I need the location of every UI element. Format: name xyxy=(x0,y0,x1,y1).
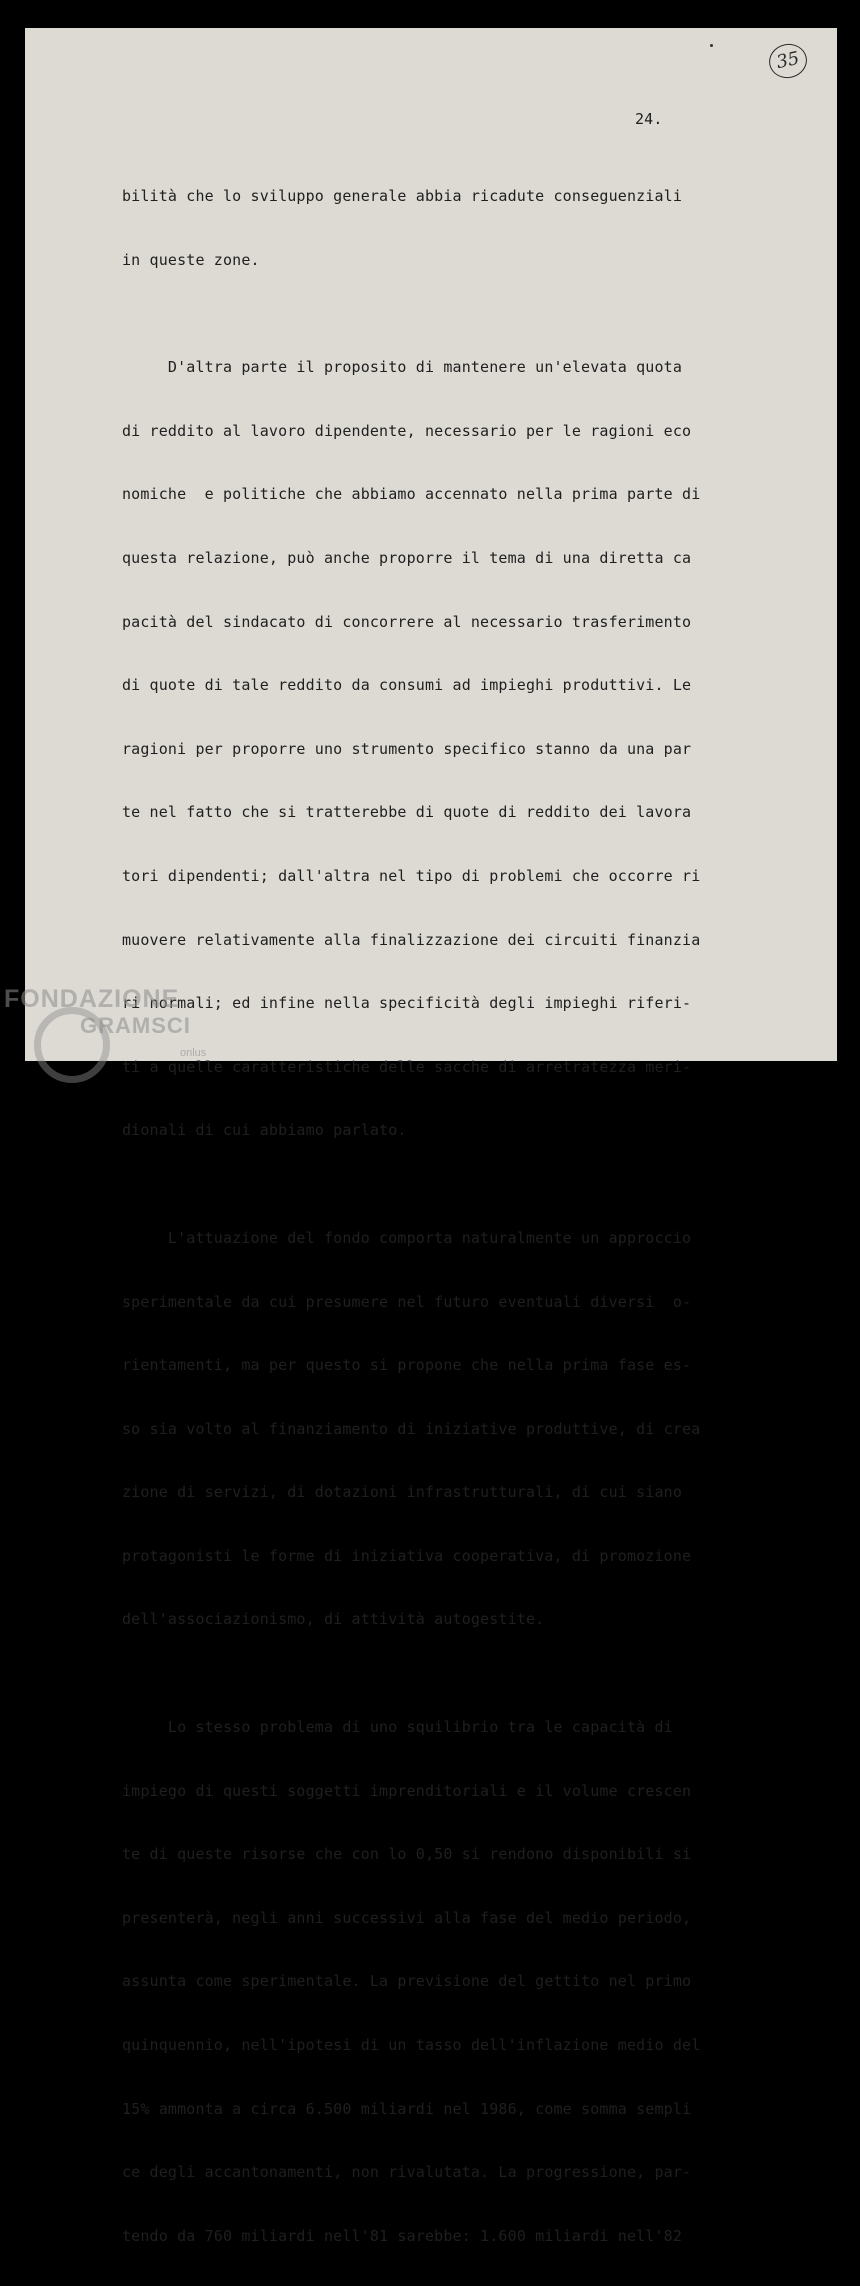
text-line: impiego di questi soggetti imprenditoriali e il volume crescen xyxy=(122,1781,692,1800)
text-line: ragioni per proporre uno strumento specifico stanno da una par xyxy=(122,739,692,758)
text-line: di reddito al lavoro dipendente, necessario per le ragioni eco xyxy=(122,421,692,440)
text-line: assunta come sperimentale. La previsione del gettito nel primo xyxy=(122,1972,692,1991)
paragraph-gap xyxy=(122,310,700,318)
text-line: quinquennio, nell'ipotesi di un tasso dell'inflazione medio del xyxy=(122,2036,701,2055)
text-line: rientamenti, ma per questo si propone che nella prima fase es- xyxy=(122,1356,692,1375)
text-line: dionali di cui abbiamo parlato. xyxy=(122,1121,407,1140)
page-number: 24. xyxy=(635,110,663,128)
text-line: protagonisti le forme di iniziativa cooperativa, di promozione xyxy=(122,1546,692,1565)
text-line: L'attuazione del fondo comporta naturalmente un approccio xyxy=(122,1228,692,1247)
text-line: questa relazione, può anche proporre il tema di una diretta ca xyxy=(122,548,692,567)
text-line: di quote di tale reddito da consumi ad impieghi produttivi. Le xyxy=(122,676,692,695)
document-page xyxy=(25,28,837,2245)
archive-page-mark: 35 xyxy=(766,40,810,81)
watermark-suffix: onlus xyxy=(180,1047,207,1059)
ink-dot xyxy=(710,44,713,47)
paragraph-gap xyxy=(122,1181,700,1189)
text-line: tendo da 760 miliardi nell'81 sarebbe: 1.600 miliardi nell'82 xyxy=(122,2226,683,2245)
text-line: 15% ammonta a circa 6.500 miliardi nel 1986, come somma sempli xyxy=(122,2099,692,2118)
watermark-title: FONDAZIONE xyxy=(4,985,180,1013)
text-line: ri normali; ed infine nella specificità degli impieghi riferi- xyxy=(122,994,692,1013)
text-line: zione di servizi, di dotazioni infrastrutturali, di cui siano xyxy=(122,1483,683,1502)
typed-text-body xyxy=(122,147,700,2286)
text-line: bilità che lo sviluppo generale abbia ricadute conseguenziali xyxy=(122,187,683,205)
text-line: sperimentale da cui presumere nel futuro eventuali diversi o- xyxy=(122,1292,692,1311)
text-line: te di queste risorse che con lo 0,50 si rendono disponibili si xyxy=(122,1845,692,1864)
text-line: so sia volto al finanziamento di iniziative produttive, di crea xyxy=(122,1419,701,1438)
text-line: te nel fatto che si tratterebbe di quote di reddito dei lavora xyxy=(122,803,692,822)
text-line: Lo stesso problema di uno squilibrio tra le capacità di xyxy=(122,1718,673,1737)
paragraph-gap xyxy=(122,1670,700,1678)
text-line: ti a quelle caratteristiche delle sacche di arretratezza meri- xyxy=(122,1057,692,1076)
text-line: presenterà, negli anni successivi alla fase del medio periodo, xyxy=(122,1908,692,1927)
text-line: dell'associazionismo, di attività autogestite. xyxy=(122,1610,545,1629)
text-line: ce degli accantonamenti, non rivalutata. La progressione, par- xyxy=(122,2163,692,2182)
text-line: in queste zone. xyxy=(122,250,260,269)
text-line: D'altra parte il proposito di mantenere un'elevata quota xyxy=(122,358,683,377)
watermark-subtitle: GRAMSCI xyxy=(80,1013,191,1038)
text-line: tori dipendenti; dall'altra nel tipo di problemi che occorre ri xyxy=(122,866,701,885)
text-line: muovere relativamente alla finalizzazione dei circuiti finanzia xyxy=(122,930,701,949)
text-line: nomiche e politiche che abbiamo accennato nella prima parte di xyxy=(122,485,701,504)
text-line: pacità del sindacato di concorrere al necessario trasferimento xyxy=(122,612,692,631)
